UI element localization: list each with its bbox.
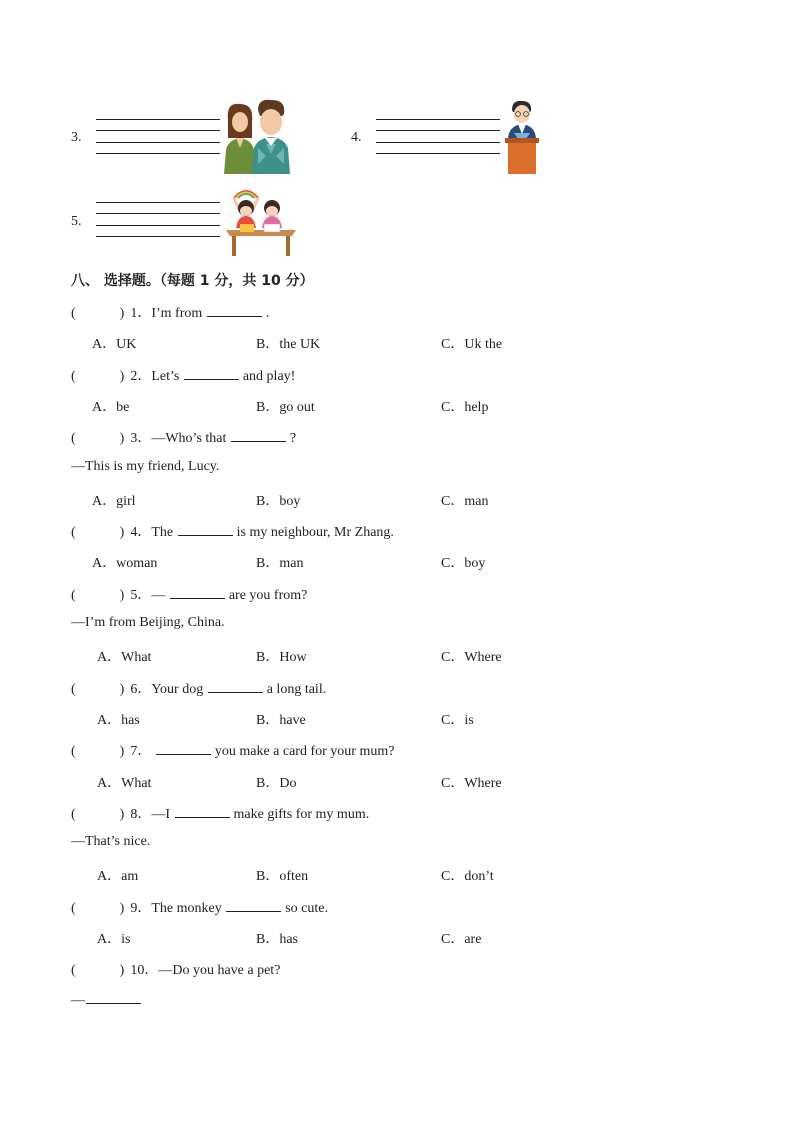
item-number-5: 5.	[71, 214, 82, 229]
option-a[interactable]: A．is	[97, 932, 131, 947]
option-b[interactable]: B．often	[256, 869, 309, 885]
option-c[interactable]: C．man	[441, 493, 489, 509]
answer-paren-open: (	[71, 963, 76, 979]
question-stem-end: and play!	[242, 368, 296, 384]
option-b[interactable]: B．boy	[256, 493, 301, 509]
question-stem: 10．—Do you have a pet?	[130, 963, 281, 979]
option-c[interactable]: C．is	[441, 712, 474, 728]
reply-blank[interactable]	[86, 991, 141, 1004]
question-stem-end: .	[265, 306, 270, 321]
answer-paren-close: )	[119, 744, 125, 760]
question-stem: 4．The	[130, 525, 174, 541]
answer-paren-close: )	[119, 806, 125, 822]
option-a[interactable]: A．be	[92, 399, 130, 415]
blank-line[interactable]	[175, 805, 230, 818]
reply-text: —That’s nice.	[71, 834, 151, 850]
option-b[interactable]: B．has	[256, 932, 298, 947]
blank-line[interactable]	[231, 429, 286, 442]
option-c[interactable]: C．boy	[441, 556, 486, 572]
option-a[interactable]: A．has	[97, 712, 140, 728]
reply-line	[71, 991, 142, 1009]
answer-paren-close: )	[119, 306, 125, 321]
question-stem-end: so cute.	[285, 900, 328, 916]
question-stem-end: you make a card for your mum?	[214, 744, 395, 760]
option-c[interactable]: C．Uk the	[441, 337, 503, 353]
question-stem-end: a long tail.	[266, 681, 327, 697]
couple-illustration	[222, 98, 292, 174]
option-b[interactable]: B．have	[256, 712, 306, 728]
question-stem-end: make gifts for my mum.	[233, 806, 370, 822]
question-stem: 6．Your dog	[130, 681, 204, 697]
blank-line[interactable]	[226, 899, 281, 912]
question-stem: 1．I’m from	[130, 306, 203, 321]
option-b[interactable]: B．Do	[256, 775, 297, 791]
option-b[interactable]: B．the UK	[256, 337, 321, 353]
question-6	[71, 678, 326, 698]
reply-text: —This is my friend, Lucy.	[71, 458, 220, 474]
blank-line[interactable]	[207, 304, 262, 317]
blank-line[interactable]	[184, 367, 239, 380]
option-c[interactable]: C．help	[441, 399, 489, 415]
option-b[interactable]: B．go out	[256, 399, 315, 415]
reply-text: —I’m from Beijing, China.	[71, 615, 225, 630]
question-stem: 9．The monkey	[130, 900, 222, 916]
question-1	[71, 302, 269, 322]
question-3	[71, 427, 296, 447]
answer-paren-open: (	[71, 744, 76, 760]
answer-paren-close: )	[119, 681, 125, 697]
question-stem-end: are you from?	[228, 587, 308, 603]
question-stem: 8．—I	[130, 806, 171, 822]
blank-line[interactable]	[178, 523, 233, 536]
option-a[interactable]: A．woman	[92, 556, 158, 572]
question-5	[71, 584, 307, 604]
answer-paren-open: (	[71, 681, 76, 697]
question-stem: 3．—Who’s that	[130, 431, 227, 447]
option-b[interactable]: B．man	[256, 556, 304, 572]
answer-paren-open: (	[71, 806, 76, 822]
question-stem: 5．—	[130, 587, 166, 603]
reply-text: —	[71, 992, 85, 1008]
answer-paren-close: )	[119, 368, 125, 384]
answer-paren-close: )	[119, 587, 125, 603]
option-c[interactable]: C．Where	[441, 650, 502, 666]
speaker-podium-illustration	[504, 100, 540, 174]
question-9	[71, 897, 328, 917]
blank-line[interactable]	[170, 586, 225, 599]
question-stem: 2．Let’s	[130, 368, 180, 384]
question-7	[71, 740, 394, 760]
option-a[interactable]: A．UK	[92, 337, 137, 353]
answer-paren-open: (	[71, 900, 76, 916]
option-a[interactable]: A．What	[97, 650, 152, 666]
option-a[interactable]: A．What	[97, 775, 152, 791]
option-a[interactable]: A．girl	[92, 493, 136, 509]
answer-paren-open: (	[71, 587, 76, 603]
option-c[interactable]: C．are	[441, 932, 482, 947]
answer-paren-close: )	[119, 963, 125, 979]
option-c[interactable]: C．Where	[441, 775, 502, 791]
option-a[interactable]: A．am	[97, 869, 139, 885]
section-heading: 八、 选择题。（每题 1 分，共 10 分）	[71, 273, 314, 289]
question-4	[71, 521, 394, 541]
item-number-3: 3.	[71, 130, 82, 145]
answer-paren-open: (	[71, 525, 76, 541]
answer-paren-open: (	[71, 306, 76, 321]
question-stem-end: ?	[289, 431, 297, 447]
question-stem: 7．	[130, 744, 152, 760]
question-2	[71, 365, 295, 385]
question-8	[71, 803, 369, 823]
answer-paren-open: (	[71, 368, 76, 384]
reply-line	[71, 834, 150, 850]
blank-line[interactable]	[156, 742, 211, 755]
answer-paren-close: )	[119, 431, 125, 447]
option-c[interactable]: C．don’t	[441, 869, 494, 885]
blank-line[interactable]	[208, 680, 263, 693]
reply-line	[71, 615, 225, 631]
answer-paren-close: )	[119, 525, 125, 541]
answer-paren-open: (	[71, 431, 76, 447]
reply-line	[71, 459, 219, 475]
question-10	[71, 959, 280, 979]
children-craft-illustration	[224, 184, 298, 256]
option-b[interactable]: B．How	[256, 650, 307, 666]
question-stem-end: is my neighbour, Mr Zhang.	[236, 525, 394, 541]
item-number-4: 4.	[351, 130, 362, 145]
answer-paren-close: )	[119, 900, 125, 916]
